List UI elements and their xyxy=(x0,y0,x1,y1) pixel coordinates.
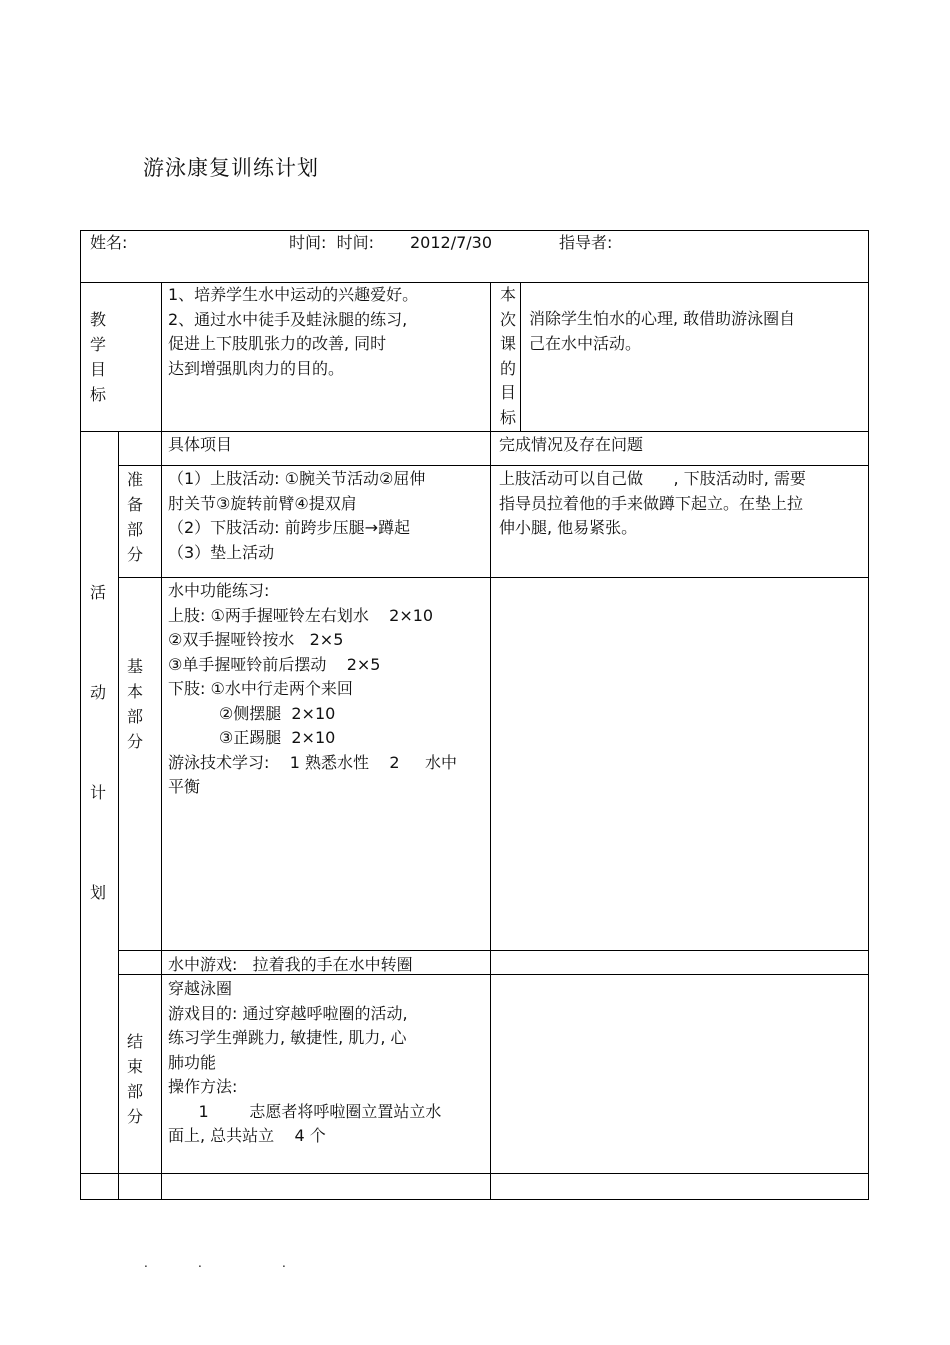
prep-items: （1）上肢活动: ①腕关节活动②屈伸 肘关节③旋转前臂④提双肩 （2）下肢活动: 前跨步压腿→蹲起 （3）垫上活动 xyxy=(168,469,426,562)
column-header-item: 具体项目 xyxy=(168,435,233,454)
footer-dot: . xyxy=(282,1256,286,1270)
prep-status: 上肢活动可以自己做 , 下肢活动时, 需要 指导员拉着他的手来做蹲下起立。在垫上拉 伸小腿, 他易紧张。 xyxy=(499,469,806,537)
session-goal-label: 本 次 课 的 目 标 xyxy=(499,285,516,427)
teaching-goals-text: 1、培养学生水中运动的兴趣爱好。 2、通过水中徒手及蛙泳腿的练习, 促进上下肢肌张力的改善, 同时 达到增强肌肉力的目的。 xyxy=(168,285,419,378)
instructor-label: 指导者: xyxy=(559,233,613,252)
water-game: 水中游戏: 拉着我的手在水中转圈 xyxy=(168,955,413,974)
column-header-status: 完成情况及存在问题 xyxy=(499,435,644,454)
basic-items: 水中功能练习: 上肢: ①两手握哑铃左右划水 2×10 ②双手握哑铃按水 2×5 ③单手握哑铃前后摆动 2×5 下肢: ①水中行走两个来回 ②侧摆腿 2×10 ③正踢腿 2×10 游泳技术学习: 1 熟悉水性 2 水中 平衡 xyxy=(168,581,457,796)
end-items: 穿越泳圈 游戏目的: 通过穿越呼啦圈的活动, 练习学生弹跳力, 敏捷性, 肌力, 心 肺功能 操作方法: 1 志愿者将呼啦圈立置站立水 面上, 总共站立 4 个 xyxy=(168,979,442,1145)
date-value: 2012/7/30 xyxy=(410,233,493,252)
session-goal-text: 消除学生怕水的心理, 敢借助游泳圈自 己在水中活动。 xyxy=(529,309,796,353)
page-title: 游泳康复训练计划 xyxy=(143,156,319,180)
name-label: 姓名: xyxy=(90,233,128,252)
prep-section-label: 准 备 部 分 xyxy=(126,470,143,564)
basic-section-label: 基 本 部 分 xyxy=(126,657,143,751)
footer-dot: . xyxy=(198,1256,202,1270)
footer-dot: . xyxy=(144,1256,148,1270)
activity-plan-label: 活 动 计 划 xyxy=(89,583,106,902)
time-label: 时间: 时间: xyxy=(289,233,374,252)
teaching-goals-label: 教 学 目 标 xyxy=(89,310,106,404)
end-section-label: 结 束 部 分 xyxy=(126,1032,143,1126)
